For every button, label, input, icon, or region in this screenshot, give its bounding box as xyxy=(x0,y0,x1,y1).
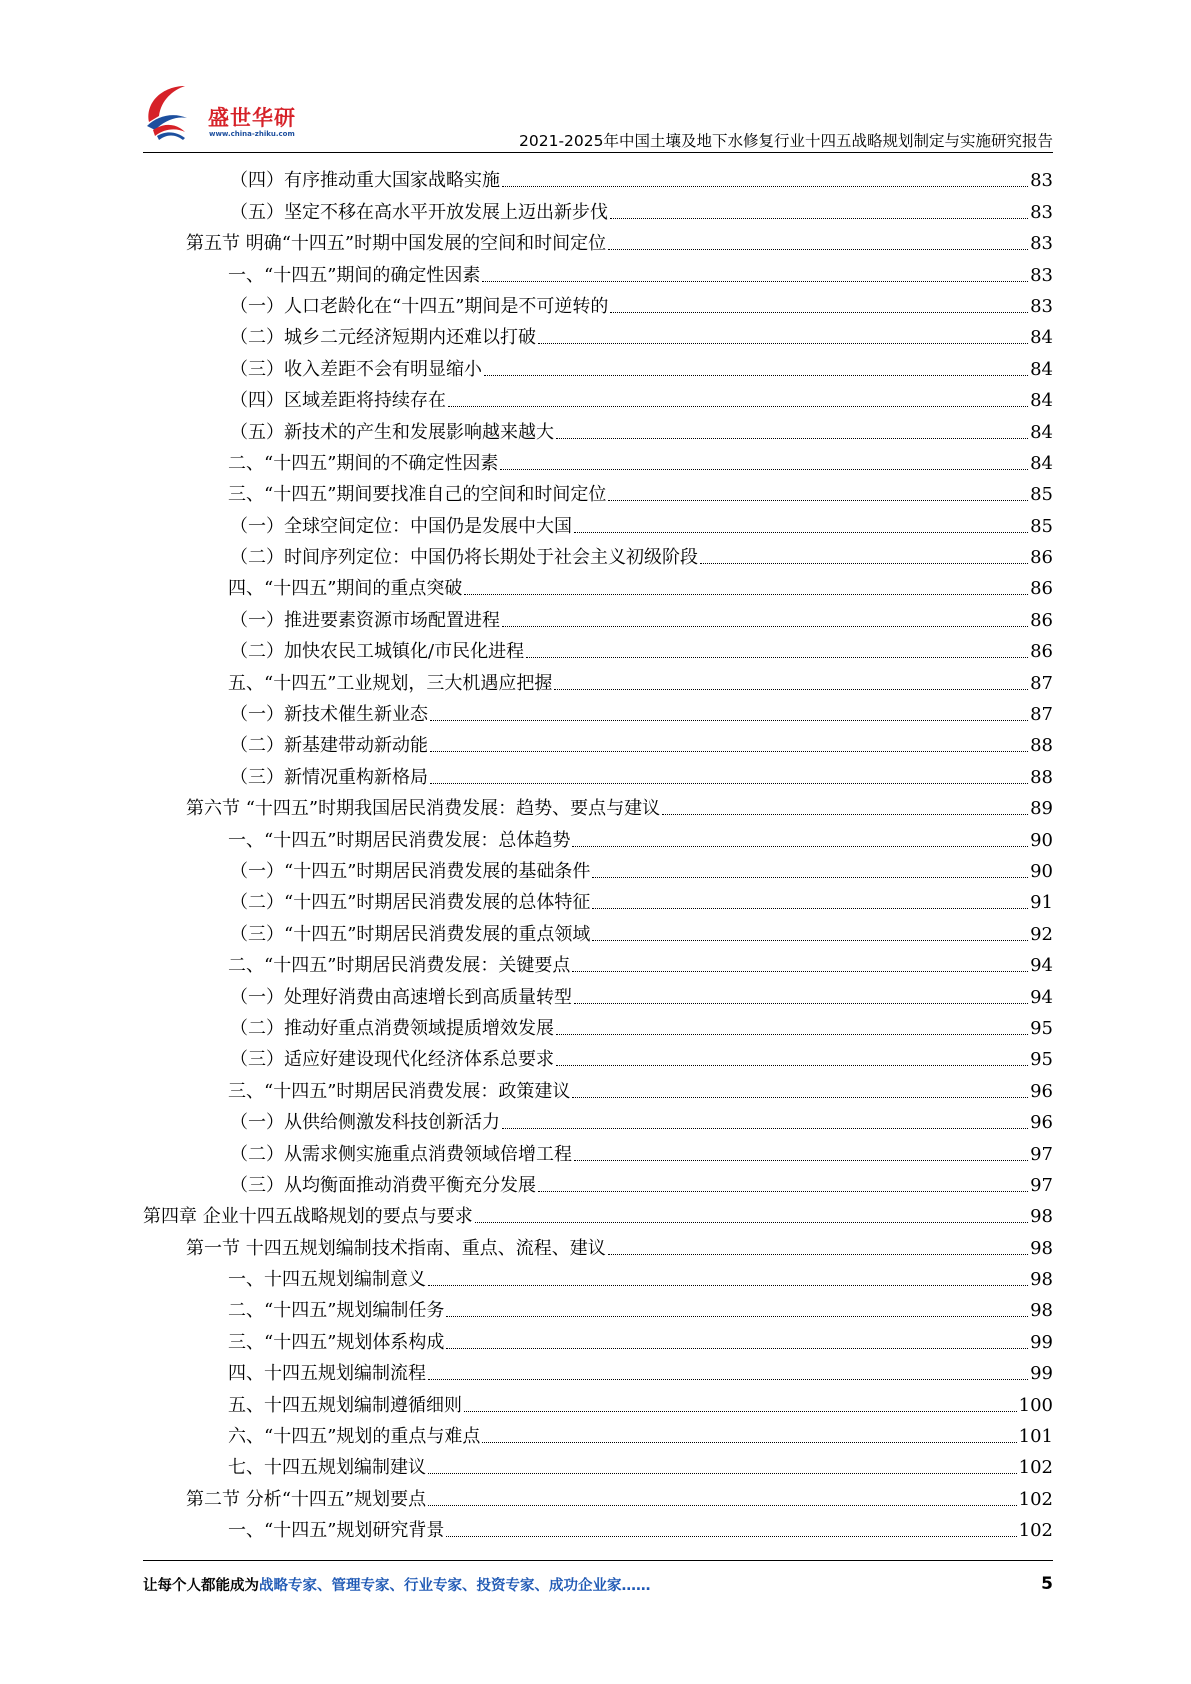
toc-entry-page: 84 xyxy=(1030,421,1053,443)
toc-entry[interactable] xyxy=(143,946,1053,977)
toc-dot-leader xyxy=(662,814,1028,815)
toc-entry-label: 三、“十四五”规划体系构成 xyxy=(228,1331,445,1353)
toc-dot-leader xyxy=(608,249,1028,250)
toc-entry-page: 94 xyxy=(1030,955,1053,977)
toc-entry-page: 94 xyxy=(1030,986,1053,1008)
toc-entry-page: 84 xyxy=(1030,327,1053,349)
toc-entry-label: （二）时间序列定位：中国仍将长期处于社会主义初级阶段 xyxy=(230,547,698,569)
toc-dot-leader xyxy=(430,720,1028,721)
toc-entry[interactable] xyxy=(143,1511,1053,1542)
toc-dot-leader xyxy=(430,783,1028,784)
toc-entry[interactable] xyxy=(143,632,1053,663)
toc-entry-page: 85 xyxy=(1030,484,1053,506)
toc-entry[interactable] xyxy=(143,1040,1053,1071)
toc-entry[interactable] xyxy=(143,852,1053,883)
toc-entry[interactable] xyxy=(143,1260,1053,1291)
toc-entry-label: （三）新情况重构新格局 xyxy=(230,766,428,788)
toc-entry[interactable] xyxy=(143,412,1053,443)
toc-entry[interactable] xyxy=(143,224,1053,255)
toc-entry-label: 第二节 分析“十四五”规划要点 xyxy=(186,1488,427,1510)
toc-entry-label: 第六节 “十四五”时期我国居民消费发展：趋势、要点与建议 xyxy=(186,798,661,820)
toc-entry-label: 二、“十四五”期间的不确定性因素 xyxy=(228,452,499,474)
toc-dot-leader xyxy=(592,877,1028,878)
toc-dot-leader xyxy=(608,1254,1028,1255)
toc-entry-label: （一）从供给侧激发科技创新活力 xyxy=(230,1112,500,1134)
toc-dot-leader xyxy=(592,908,1028,909)
page-header xyxy=(143,82,1053,154)
toc-dot-leader xyxy=(482,281,1028,282)
toc-entry-page: 99 xyxy=(1030,1331,1053,1353)
toc-entry[interactable] xyxy=(143,820,1053,851)
toc-entry-page: 83 xyxy=(1030,264,1053,286)
toc-entry-label: （二）新基建带动新动能 xyxy=(230,735,428,757)
toc-dot-leader xyxy=(556,1034,1028,1035)
toc-dot-leader xyxy=(610,218,1028,219)
toc-entry-label: 二、“十四五”规划编制任务 xyxy=(228,1300,445,1322)
toc-entry[interactable] xyxy=(143,475,1053,506)
toc-entry-page: 83 xyxy=(1030,201,1053,223)
toc-dot-leader xyxy=(608,500,1028,501)
toc-entry-page: 89 xyxy=(1030,798,1053,820)
toc-entry-page: 86 xyxy=(1030,641,1053,663)
toc-entry-label: （五）坚定不移在高水平开放发展上迈出新步伐 xyxy=(230,201,608,223)
toc-entry[interactable] xyxy=(143,1448,1053,1479)
toc-entry[interactable] xyxy=(143,569,1053,600)
footer-slogan-prefix: 让每个人都能成为 xyxy=(143,1578,259,1594)
toc-dot-leader xyxy=(574,1160,1028,1161)
toc-entry-label: （四）有序推动重大国家战略实施 xyxy=(230,170,500,192)
toc-entry-label: （一）新技术催生新业态 xyxy=(230,704,428,726)
toc-entry[interactable] xyxy=(143,883,1053,914)
toc-entry-page: 99 xyxy=(1030,1363,1053,1385)
toc-entry[interactable] xyxy=(143,506,1053,537)
document-title: 2021-2025年中国土壤及地下水修复行业十四五战略规划制定与实施研究报告 xyxy=(519,132,1053,150)
toc-entry-label: 一、“十四五”规划研究背景 xyxy=(228,1520,445,1542)
toc-entry-page: 95 xyxy=(1030,1049,1053,1071)
toc-entry-label: 四、“十四五”期间的重点突破 xyxy=(228,578,463,600)
toc-entry[interactable] xyxy=(143,1009,1053,1040)
toc-entry-page: 102 xyxy=(1018,1488,1053,1510)
toc-dot-leader xyxy=(526,657,1028,658)
toc-dot-leader xyxy=(475,1222,1028,1223)
toc-entry[interactable] xyxy=(143,1354,1053,1385)
toc-entry-label: 三、“十四五”期间要找准自己的空间和时间定位 xyxy=(228,484,607,506)
toc-dot-leader xyxy=(572,971,1028,972)
toc-entry-label: （一）全球空间定位：中国仍是发展中大国 xyxy=(230,515,572,537)
toc-entry[interactable] xyxy=(143,600,1053,631)
toc-dot-leader xyxy=(500,469,1028,470)
toc-entry[interactable] xyxy=(143,444,1053,475)
toc-entry[interactable] xyxy=(143,1291,1053,1322)
toc-entry-page: 86 xyxy=(1030,547,1053,569)
toc-entry-label: （三）从均衡面推动消费平衡充分发展 xyxy=(230,1174,536,1196)
toc-entry[interactable] xyxy=(143,1417,1053,1448)
toc-entry-page: 96 xyxy=(1030,1080,1053,1102)
toc-dot-leader xyxy=(556,438,1028,439)
toc-entry-page: 84 xyxy=(1030,452,1053,474)
toc-entry-page: 88 xyxy=(1030,735,1053,757)
toc-entry-label: 第一节 十四五规划编制技术指南、重点、流程、建议 xyxy=(186,1237,606,1259)
toc-entry[interactable] xyxy=(143,726,1053,757)
toc-dot-leader xyxy=(592,940,1028,941)
toc-entry-label: 七、十四五规划编制建议 xyxy=(228,1457,426,1479)
toc-dot-leader xyxy=(446,1316,1028,1317)
toc-entry-page: 85 xyxy=(1030,515,1053,537)
toc-entry-page: 92 xyxy=(1030,923,1053,945)
header-divider xyxy=(143,152,1053,153)
toc-entry-label: 一、“十四五”时期居民消费发展：总体趋势 xyxy=(228,829,571,851)
toc-entry-label: （二）从需求侧实施重点消费领域倍增工程 xyxy=(230,1143,572,1165)
toc-entry-label: （三）“十四五”时期居民消费发展的重点领域 xyxy=(230,923,591,945)
toc-entry-label: 二、“十四五”时期居民消费发展：关键要点 xyxy=(228,955,571,977)
toc-dot-leader xyxy=(428,1379,1028,1380)
toc-entry[interactable] xyxy=(143,977,1053,1008)
toc-entry-page: 95 xyxy=(1030,1017,1053,1039)
toc-entry-label: 五、十四五规划编制遵循细则 xyxy=(228,1394,462,1416)
toc-entry[interactable] xyxy=(143,1071,1053,1102)
toc-entry-page: 102 xyxy=(1018,1457,1053,1479)
toc-entry-label: （一）推进要素资源市场配置进程 xyxy=(230,609,500,631)
toc-entry-page: 98 xyxy=(1030,1206,1053,1228)
toc-entry[interactable] xyxy=(143,381,1053,412)
footer-slogan-highlight: 战略专家、管理专家、行业专家、投资专家、成功企业家…… xyxy=(259,1578,651,1594)
toc-entry-label: （二）城乡二元经济短期内还难以打破 xyxy=(230,327,536,349)
toc-entry-page: 90 xyxy=(1030,860,1053,882)
toc-entry-page: 97 xyxy=(1030,1174,1053,1196)
toc-entry-page: 98 xyxy=(1030,1300,1053,1322)
toc-dot-leader xyxy=(430,751,1028,752)
toc-entry[interactable] xyxy=(143,1103,1053,1134)
toc-entry-label: （一）人口老龄化在“十四五”期间是不可逆转的 xyxy=(230,295,609,317)
toc-entry-page: 90 xyxy=(1030,829,1053,851)
toc-entry[interactable] xyxy=(143,1385,1053,1416)
toc-entry-page: 100 xyxy=(1018,1394,1053,1416)
toc-entry-page: 86 xyxy=(1030,578,1053,600)
toc-entry-label: 四、十四五规划编制流程 xyxy=(228,1363,426,1385)
toc-entry-label: 第五节 明确“十四五”时期中国发展的空间和时间定位 xyxy=(186,233,607,255)
toc-dot-leader xyxy=(572,846,1028,847)
footer-divider xyxy=(143,1560,1053,1561)
toc-entry[interactable] xyxy=(143,789,1053,820)
toc-entry[interactable] xyxy=(143,161,1053,192)
toc-entry-page: 91 xyxy=(1030,892,1053,914)
toc-dot-leader xyxy=(446,1348,1028,1349)
toc-entry-page: 96 xyxy=(1030,1112,1053,1134)
logo-swoosh-icon xyxy=(143,82,207,144)
toc-entry-page: 86 xyxy=(1030,609,1053,631)
toc-entry-label: 五、“十四五”工业规划，三大机遇应把握 xyxy=(228,672,553,694)
toc-entry-page: 83 xyxy=(1030,295,1053,317)
toc-dot-leader xyxy=(428,1505,1017,1506)
toc-dot-leader xyxy=(502,626,1028,627)
toc-entry-label: （四）区域差距将持续存在 xyxy=(230,390,446,412)
toc-dot-leader xyxy=(554,689,1028,690)
toc-dot-leader xyxy=(556,1065,1028,1066)
toc-dot-leader xyxy=(538,343,1028,344)
toc-entry-label: （一）处理好消费由高速增长到高质量转型 xyxy=(230,986,572,1008)
toc-entry[interactable] xyxy=(143,757,1053,788)
toc-entry[interactable] xyxy=(143,663,1053,694)
toc-entry-label: 三、“十四五”时期居民消费发展：政策建议 xyxy=(228,1080,571,1102)
toc-entry-label: （二）“十四五”时期居民消费发展的总体特征 xyxy=(230,892,591,914)
toc-entry-label: （五）新技术的产生和发展影响越来越大 xyxy=(230,421,554,443)
toc-entry-label: （二）加快农民工城镇化/市民化进程 xyxy=(230,641,525,663)
page-footer xyxy=(143,1574,1053,1598)
toc-dot-leader xyxy=(482,1442,1016,1443)
toc-dot-leader xyxy=(574,1003,1028,1004)
toc-dot-leader xyxy=(464,594,1028,595)
toc-entry[interactable] xyxy=(143,1322,1053,1353)
toc-dot-leader xyxy=(700,563,1028,564)
toc-dot-leader xyxy=(572,1097,1028,1098)
logo-url: www.china-zhiku.com xyxy=(209,130,295,138)
toc-entry[interactable] xyxy=(143,538,1053,569)
toc-entry-label: 六、“十四五”规划的重点与难点 xyxy=(228,1426,481,1448)
toc-dot-leader xyxy=(538,1191,1028,1192)
toc-dot-leader xyxy=(502,186,1028,187)
toc-entry-page: 83 xyxy=(1030,233,1053,255)
toc-entry[interactable] xyxy=(143,349,1053,380)
logo-name: 盛世华研 xyxy=(208,106,296,130)
toc-entry-page: 87 xyxy=(1030,704,1053,726)
toc-entry[interactable] xyxy=(143,192,1053,223)
toc-entry[interactable] xyxy=(143,1228,1053,1259)
toc-entry-page: 98 xyxy=(1030,1269,1053,1291)
toc-entry[interactable] xyxy=(143,1197,1053,1228)
toc-entry[interactable] xyxy=(143,695,1053,726)
toc-entry[interactable] xyxy=(143,318,1053,349)
toc-entry-page: 84 xyxy=(1030,358,1053,380)
toc-entry-label: （二）推动好重点消费领域提质增效发展 xyxy=(230,1017,554,1039)
toc-entry-label: （一）“十四五”时期居民消费发展的基础条件 xyxy=(230,860,591,882)
toc-entry[interactable] xyxy=(143,255,1053,286)
toc-dot-leader xyxy=(428,1285,1028,1286)
page-number: 5 xyxy=(1041,1574,1053,1594)
toc-dot-leader xyxy=(448,406,1028,407)
toc-entry-page: 97 xyxy=(1030,1143,1053,1165)
toc-dot-leader xyxy=(428,1473,1017,1474)
toc-dot-leader xyxy=(574,532,1028,533)
toc-entry[interactable] xyxy=(143,1166,1053,1197)
toc-entry[interactable] xyxy=(143,287,1053,318)
toc-dot-leader xyxy=(446,1536,1016,1537)
toc-entry-page: 102 xyxy=(1018,1520,1053,1542)
toc-entry-page: 87 xyxy=(1030,672,1053,694)
toc-entry-page: 98 xyxy=(1030,1237,1053,1259)
toc-dot-leader xyxy=(464,1411,1017,1412)
toc-dot-leader xyxy=(502,1128,1028,1129)
toc-entry[interactable] xyxy=(143,1134,1053,1165)
toc-entry-page: 88 xyxy=(1030,766,1053,788)
toc-dot-leader xyxy=(610,312,1028,313)
toc-entry-label: 第四章 企业十四五战略规划的要点与要求 xyxy=(143,1206,473,1228)
toc-entry[interactable] xyxy=(143,1479,1053,1510)
toc-entry[interactable] xyxy=(143,914,1053,945)
toc-dot-leader xyxy=(484,375,1028,376)
table-of-contents xyxy=(143,161,1053,1542)
toc-entry-label: （三）收入差距不会有明显缩小 xyxy=(230,358,482,380)
toc-entry-label: （三）适应好建设现代化经济体系总要求 xyxy=(230,1049,554,1071)
toc-entry-page: 101 xyxy=(1018,1426,1053,1448)
company-logo xyxy=(143,82,303,147)
toc-entry-label: 一、十四五规划编制意义 xyxy=(228,1269,426,1291)
toc-entry-page: 83 xyxy=(1030,170,1053,192)
toc-entry-page: 84 xyxy=(1030,390,1053,412)
toc-entry-label: 一、“十四五”期间的确定性因素 xyxy=(228,264,481,286)
